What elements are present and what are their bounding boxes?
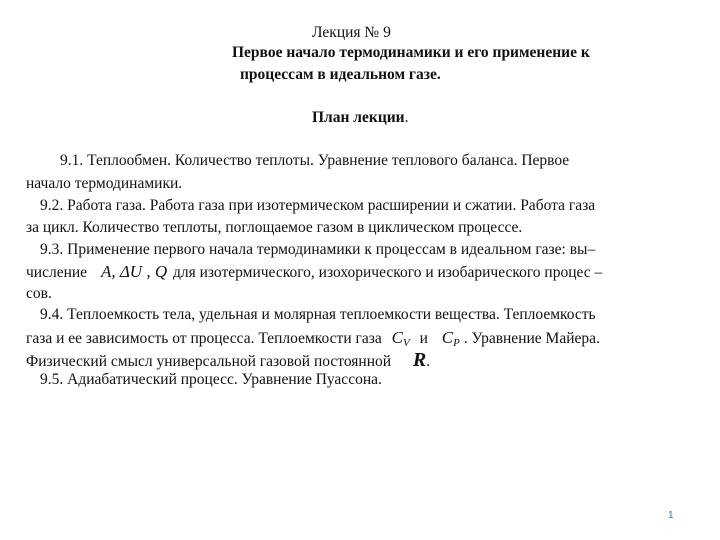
item-9-4-line-1: 9.4. Теплоемкость тела, удельная и молярная теплоемкости вещества. Теплоемкость [40, 306, 596, 323]
item-9-3-line-1: 9.3. Применение первого начала термодинамики к процессам в идеальном газе: вы– [40, 241, 596, 258]
plan-heading [312, 109, 408, 127]
lecture-number: Лекция № 9 [312, 24, 391, 41]
item-9-1-line-1: 9.1. Теплообмен. Количество теплоты. Уравнение теплового баланса. Первое [60, 152, 570, 169]
item-9-5-line-1: 9.5. Адиабатический процесс. Уравнение Пуассона. [40, 371, 382, 388]
formula-cp: $C_P$ [441, 328, 460, 349]
formula-a-du-q: A, ΔU , Q [100, 262, 168, 281]
item-9-1-line-2: начало термодинамики. [26, 175, 183, 192]
item-9-4-line-2 [26, 328, 600, 349]
lecture-title-line-2: процессам в идеальном газе. [240, 66, 441, 83]
item-9-3-text-b: для изотермического, изохорического и изобарического процес – [172, 264, 603, 281]
item-9-3-line-3: сов. [26, 285, 52, 302]
plan-label: План лекции [312, 109, 405, 126]
item-9-3-line-2 [26, 262, 602, 282]
item-9-2-line-1: 9.2. Работа газа. Работа газа при изотермическом расширении и сжатии. Работа газа [40, 197, 596, 214]
page-number: 1 [668, 510, 674, 521]
item-9-4-text-b: . Уравнение Майера. [463, 330, 600, 347]
formula-cv: $C_V$ [391, 328, 410, 349]
item-9-4-text-a: газа и ее зависимость от процесса. Теплоемкости газа [26, 330, 382, 347]
plan-dot: . [404, 109, 409, 126]
item-9-4-text-d: . [426, 353, 431, 370]
item-9-2-line-2: за цикл. Количество теплоты, поглощаемое газом в циклическом процессе. [26, 219, 523, 236]
item-9-4-and: и [419, 330, 428, 347]
item-9-4-line-3 [26, 349, 430, 372]
item-9-3-text-a: числение [26, 264, 88, 281]
formula-r: R [412, 349, 427, 371]
item-9-4-text-c: Физический смысл универсальной газовой постоянной [26, 353, 392, 370]
lecture-title-line-1: Первое начало термодинамики и его применение к [232, 44, 590, 61]
